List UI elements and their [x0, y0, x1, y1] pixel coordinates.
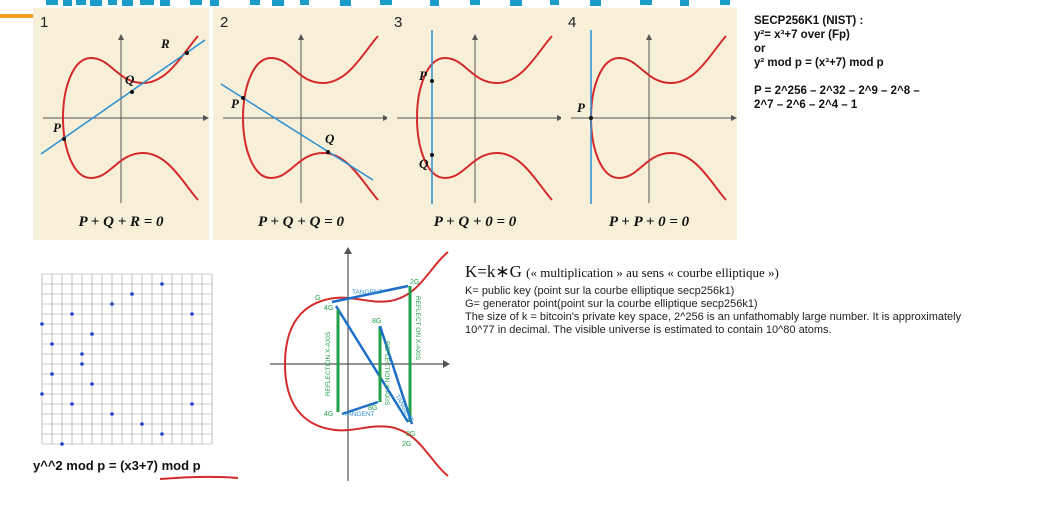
secp-prime-line2: 2^7 – 2^6 – 2^4 – 1 [754, 99, 858, 111]
field-point [190, 402, 194, 406]
field-point [160, 282, 164, 286]
panel-equation: P + P + 0 = 0 [608, 214, 690, 230]
point-q-label: Q [125, 72, 135, 87]
point-p-label: P [231, 96, 239, 111]
panel-number: 2 [220, 14, 229, 31]
field-point [50, 372, 54, 376]
kg-formula: K=k∗G [465, 262, 522, 281]
point-p-label: P [53, 120, 61, 135]
public-key-line: K= public key (point sur la courbe elliptique secp256k1) [465, 285, 735, 297]
tangent-diag-label: TANGENT [393, 393, 415, 424]
kg-subtitle: (« multiplication » au sens « courbe elliptique ») [526, 265, 779, 280]
panel-number: 3 [394, 14, 403, 31]
field-point [40, 322, 44, 326]
secp-or: or [754, 43, 766, 55]
point-p-label: P [419, 68, 427, 83]
finite-field-caption: y^^2 mod p = (x3+7) mod p [33, 458, 201, 473]
field-point [110, 302, 114, 306]
caption-underline [160, 475, 240, 481]
panel-equation: P + Q + R = 0 [78, 214, 164, 230]
reflect-left-label: REFLECTION X-AXIS [325, 331, 332, 396]
panel-number: 1 [40, 14, 49, 31]
field-point [40, 392, 44, 396]
field-point [90, 332, 94, 336]
point-q-label: Q [325, 131, 335, 146]
field-point [160, 432, 164, 436]
panel-equation: P + Q + Q = 0 [258, 214, 344, 230]
panel-4 [561, 8, 737, 240]
field-point [50, 342, 54, 346]
g2-low-label: 2G [402, 441, 412, 448]
secp-title: SECP256K1 (NIST) : [754, 15, 864, 27]
curve-plot-2 [213, 8, 389, 240]
field-point [70, 312, 74, 316]
finite-field-grid [28, 266, 218, 446]
curve-plot-4 [561, 8, 737, 240]
field-point [70, 402, 74, 406]
g4-bottom-label: 4G [324, 411, 334, 418]
point-p-label: P [577, 100, 585, 115]
finite-field-plot [28, 266, 218, 451]
point-r-label: R [161, 36, 170, 51]
tangent-top-label: TANGENT [352, 289, 383, 296]
kg-description [465, 285, 985, 337]
g4-top-label: 4G [324, 305, 334, 312]
tangent-bottom-label: TANGENT [344, 411, 375, 418]
reflect-right-label: REFLECT ON X-AXIS [414, 296, 421, 361]
secp256k1-definition [754, 14, 920, 112]
kg-heading [465, 262, 779, 282]
point-doubling-diagram [260, 246, 450, 486]
reflect-mid-label: REFLECTION X-AXIS [383, 341, 390, 406]
keyspace-line: The size of k = bitcoin's private key space, 2^256 is an unfathomably large number. It is approximately 10^77 in decimal. The visible universe is estimated to contain 10^80 atoms. [465, 311, 962, 336]
secp-equation: y²= x³+7 over (Fp) [754, 29, 850, 41]
field-point [60, 442, 64, 446]
g2-top-label: 2G [410, 279, 420, 286]
field-point [80, 362, 84, 366]
field-point [90, 382, 94, 386]
panel-2 [213, 8, 389, 240]
field-point [110, 412, 114, 416]
field-point [190, 312, 194, 316]
curve-plot-3 [387, 8, 563, 240]
secp-mod-equation: y² mod p = (x³+7) mod p [754, 57, 884, 69]
point-q-label: Q [419, 156, 429, 171]
g8-top-label: 8G [372, 318, 382, 325]
field-point [140, 422, 144, 426]
panel-equation: P + Q + 0 = 0 [433, 214, 517, 230]
panel-3 [387, 8, 563, 240]
g-label: G [315, 295, 321, 302]
field-point [130, 292, 134, 296]
g2-bottom-label: 2G [406, 431, 416, 438]
g8-bottom-label: 8G [368, 405, 378, 412]
panel-1 [33, 8, 209, 240]
generator-line: G= generator point(point sur la courbe elliptique secp256k1) [465, 298, 758, 310]
field-point [80, 352, 84, 356]
panel-number: 4 [568, 14, 577, 31]
secp-prime-line1: P = 2^256 – 2^32 – 2^9 – 2^8 – [754, 85, 920, 97]
